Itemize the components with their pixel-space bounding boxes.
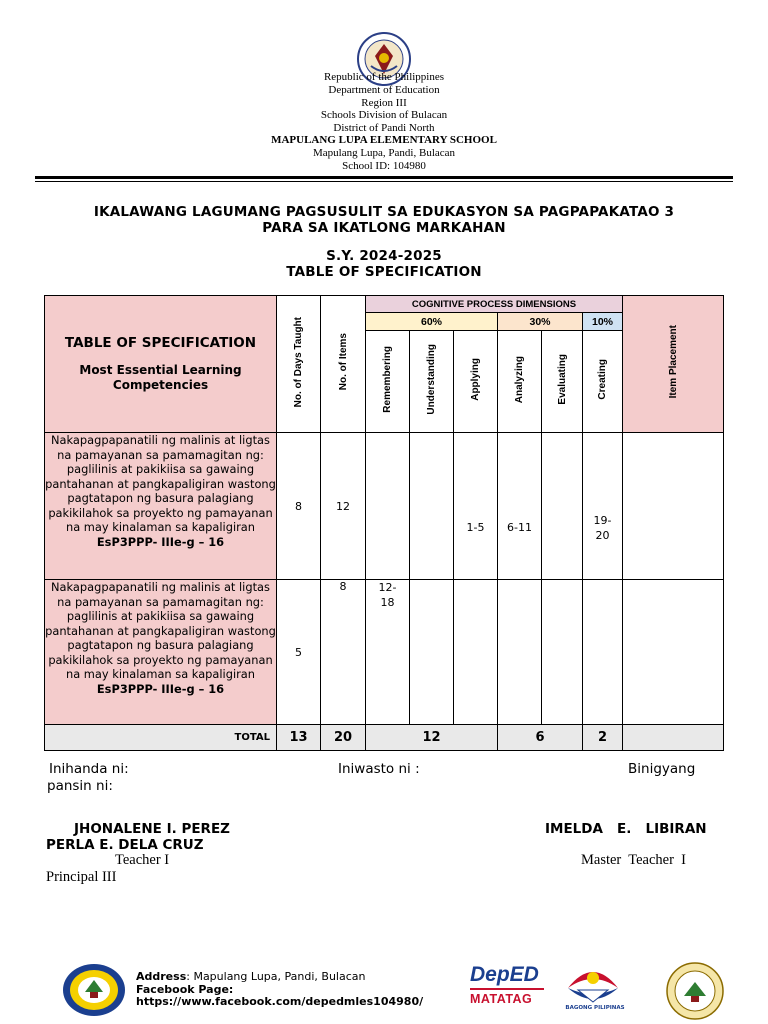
competency-code: EsP3PPP- IIIe-g – 16 (96, 534, 225, 549)
col-understanding-header: Understanding (410, 331, 454, 433)
col-evaluating-header: Evaluating (542, 331, 583, 433)
header-district: District of Pandi North (333, 122, 435, 134)
exam-subtitle: PARA SA IKATLONG MARKAHAN (262, 220, 506, 236)
pct-10-header: 10% (583, 313, 623, 331)
items-cell: 8 (321, 580, 366, 725)
creating-cell: 19- 20 (583, 433, 623, 580)
applying-cell: 1-5 (454, 433, 498, 580)
items-cell: 12 (321, 433, 366, 580)
days-cell: 8 (277, 433, 321, 580)
remembering-cell (366, 433, 410, 580)
col-items-header: No. of Items (321, 296, 366, 433)
total-30: 6 (498, 725, 583, 751)
header-division: Schools Division of Bulacan (320, 109, 448, 121)
pct-30-header: 30% (498, 313, 583, 331)
understanding-cell (410, 433, 454, 580)
understanding-cell (410, 580, 454, 725)
header-republic: Republic of the Philippines (323, 71, 445, 83)
preparer-title: Teacher I (115, 852, 170, 868)
noted-by-label-cont: pansin ni: (47, 778, 113, 794)
total-60: 12 (366, 725, 498, 751)
total-days: 13 (277, 725, 321, 751)
pct-60-header: 60% (366, 313, 498, 331)
col-placement-header: Item Placement (623, 296, 724, 433)
evaluating-cell (542, 580, 583, 725)
exam-title: IKALAWANG LAGUMANG PAGSUSULIT SA EDUKASYON SA PAGPAPAKATAO 3 (93, 204, 675, 220)
cognitive-dimensions-header: COGNITIVE PROCESS DIMENSIONS (366, 296, 623, 313)
evaluating-cell (542, 433, 583, 580)
competency-cell: Nakapagpapanatili ng malinis at ligtas na pamayanan sa pamamagitan ng: paglilinis at pakikiisa sa gawaing pantahanan at pangkapaligiran wastong pagtatapon ng basura palagiang pakikilahok sa proyekto ng pamayanan na may kinalaman sa kapaligiran EsP3PPP- IIIe-g – 16 (45, 580, 277, 725)
school-year: S.Y. 2024-2025 (326, 248, 442, 264)
table-row (45, 580, 724, 725)
total-placement (623, 725, 724, 751)
header-divider-thin (35, 181, 733, 182)
matatag-wordmark: MATATAG (470, 992, 533, 1006)
table-header-subtitle: Most Essential Learning Competencies (79, 363, 242, 392)
placement-cell (623, 580, 724, 725)
table-header-title-cell (45, 296, 277, 433)
table-row (45, 433, 724, 580)
analyzing-cell (498, 580, 542, 725)
analyzing-cell: 6-11 (498, 433, 542, 580)
school-id: School ID: 104980 (342, 160, 426, 172)
header-region: Region III (361, 97, 407, 109)
footer-address: Address: Mapulang Lupa, Pandi, Bulacan (136, 970, 366, 983)
competency-code: EsP3PPP- IIIe-g – 16 (96, 681, 225, 696)
principal-name: PERLA E. DELA CRUZ (46, 837, 204, 853)
footer-facebook-url[interactable]: https://www.facebook.com/depedmles104980/ (136, 995, 424, 1008)
noted-by-label: Binigyang (628, 761, 696, 777)
col-remembering-header: Remembering (366, 331, 410, 433)
col-creating-header: Creating (583, 331, 623, 433)
col-applying-header: Applying (454, 331, 498, 433)
footer-facebook-label: Facebook Page: (136, 983, 234, 996)
school-name: MAPULANG LUPA ELEMENTARY SCHOOL (271, 134, 497, 146)
table-header-title: TABLE OF SPECIFICATION (64, 335, 257, 351)
specification-table (44, 295, 724, 751)
creating-cell (583, 580, 623, 725)
preparer-name: JHONALENE I. PEREZ (74, 821, 230, 837)
deped-underline (470, 988, 544, 990)
remembering-cell: 12- 18 (366, 580, 410, 725)
principal-title: Principal III (46, 869, 117, 885)
applying-cell (454, 580, 498, 725)
header-department: Department of Education (328, 84, 440, 96)
col-analyzing-header: Analyzing (498, 331, 542, 433)
school-address: Mapulang Lupa, Pandi, Bulacan (312, 147, 456, 159)
prepared-by-label: Inihanda ni: (49, 761, 129, 777)
placement-cell (623, 433, 724, 580)
competency-cell: Nakapagpapanatili ng malinis at ligtas na pamayanan sa pamamagitan ng: paglilinis at pakikiisa sa gawaing pantahanan at pangkapaligiran wastong pagtatapon ng basura palagiang pakikilahok sa proyekto ng pamayanan na may kinalaman sa kapaligiran EsP3PPP- IIIe-g – 16 (45, 433, 277, 580)
division-seal (666, 962, 724, 1020)
school-logo (61, 962, 127, 1018)
total-label: TOTAL (45, 725, 277, 751)
col-days-header: No. of Days Taught (277, 296, 321, 433)
deped-wordmark: DepED (470, 963, 539, 986)
total-items: 20 (321, 725, 366, 751)
days-cell: 5 (277, 580, 321, 725)
deped-matatag-logo (470, 964, 544, 1014)
header-divider-thick (35, 176, 733, 179)
checker-title: Master Teacher I (581, 852, 686, 868)
total-10: 2 (583, 725, 623, 751)
bagong-pilipinas-text: BAGONG PILIPINAS (565, 1005, 625, 1011)
total-row (45, 725, 724, 751)
checker-name: IMELDA E. LIBIRAN (545, 821, 707, 837)
tos-heading: TABLE OF SPECIFICATION (286, 264, 482, 280)
checked-by-label: Iniwasto ni : (338, 761, 420, 777)
